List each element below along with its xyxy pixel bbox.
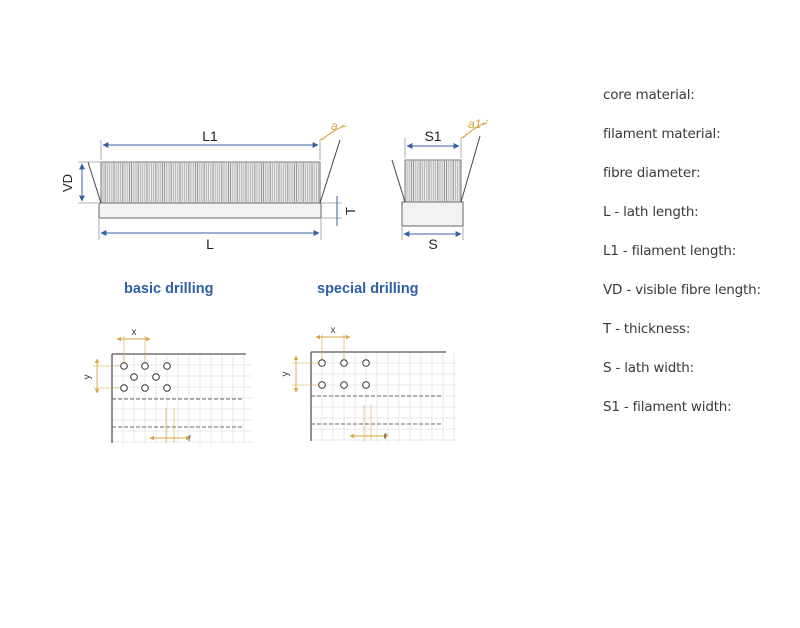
basic-drilling-plan <box>82 327 252 444</box>
grid-special <box>311 352 456 442</box>
special-drilling-plan <box>280 325 456 442</box>
side-view <box>60 119 358 252</box>
spec-core-material: core material: <box>603 87 695 103</box>
label-l1: L1 <box>202 128 218 144</box>
spec-thickness: T - thickness: <box>603 321 691 337</box>
spec-filament-length: L1 - filament length: <box>603 243 737 259</box>
label-s: S <box>428 236 438 252</box>
spec-filament-material: filament material: <box>603 126 721 142</box>
spec-list <box>603 82 793 433</box>
spec-lath-width: S - lath width: <box>603 360 694 376</box>
label-r-basic: r <box>188 433 192 444</box>
lath <box>99 203 321 218</box>
label-x-special: x <box>330 325 336 336</box>
spec-fibre-diameter: fibre diameter: <box>603 165 701 181</box>
basic-drilling-title: basic drilling <box>124 281 214 297</box>
label-r-special: r <box>384 431 388 442</box>
label-s1: S1 <box>424 128 442 144</box>
label-y-special: y <box>280 371 291 377</box>
label-l: L <box>206 236 214 252</box>
spec-lath-length: L - lath length: <box>603 204 699 220</box>
label-a: a <box>331 119 338 133</box>
label-a1: a1 <box>468 117 482 131</box>
label-x-basic: x <box>131 327 137 338</box>
special-drilling-title: special drilling <box>317 281 419 297</box>
spec-visible-fibre-length: VD - visible fibre length: <box>603 282 761 298</box>
label-t: T <box>343 207 358 215</box>
end-view <box>392 117 488 252</box>
lath-end <box>402 202 463 226</box>
label-y-basic: y <box>82 374 93 380</box>
spec-filament-width: S1 - filament width: <box>603 399 732 415</box>
label-vd: VD <box>60 173 75 193</box>
